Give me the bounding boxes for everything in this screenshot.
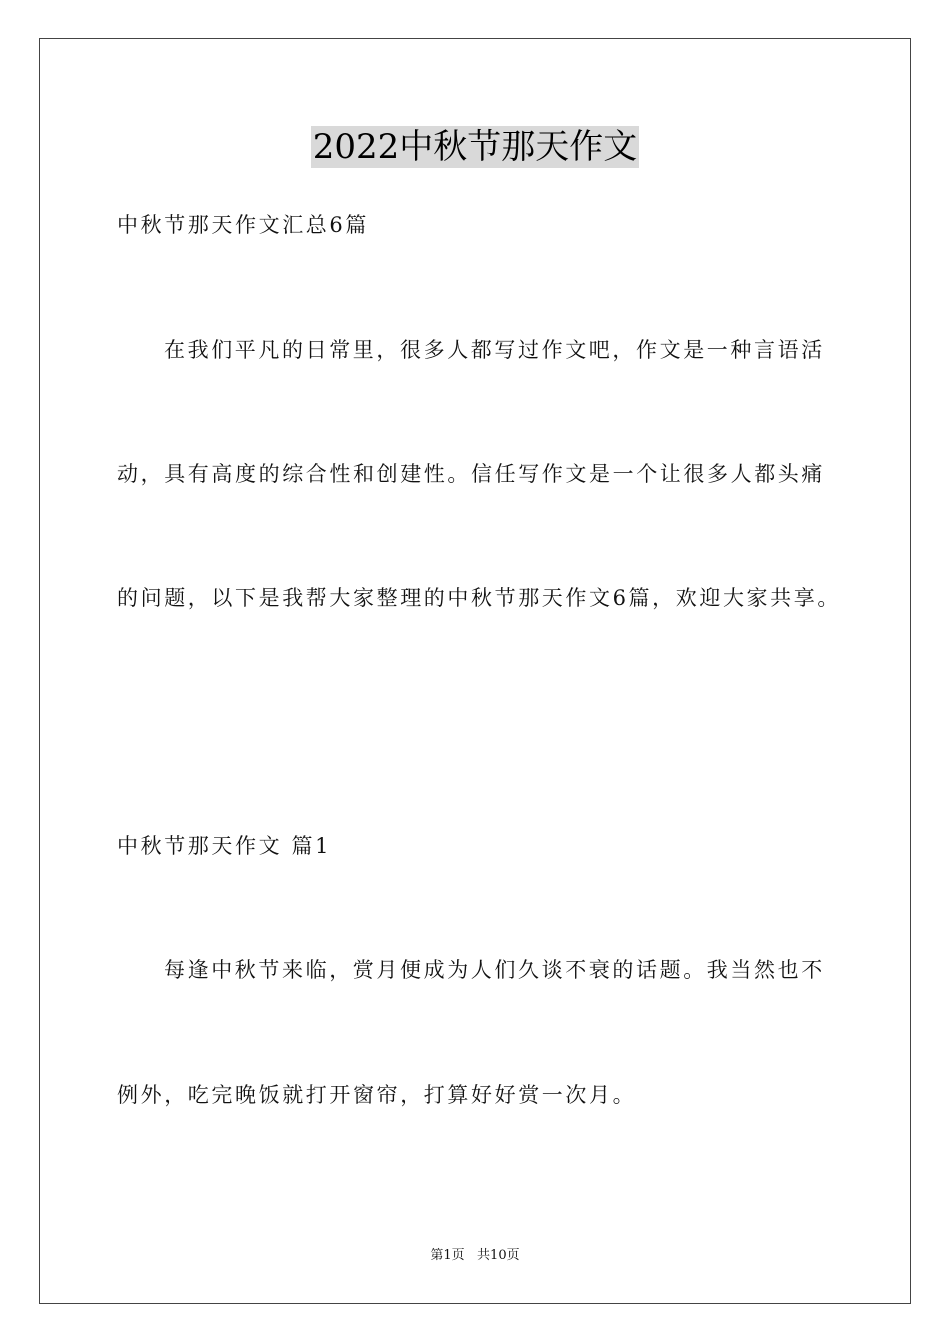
document-subtitle: 中秋节那天作文汇总6篇: [117, 213, 369, 237]
page-number-footer: 第1页 共10页: [430, 1248, 520, 1263]
intro-line-3: 的问题，以下是我帮大家整理的中秋节那天作文6篇，欢迎大家共享。: [117, 586, 841, 610]
section-line-1: 每逢中秋节来临，赏月便成为人们久谈不衰的话题。我当然也不: [164, 958, 825, 982]
section-heading: 中秋节那天作文 篇1: [117, 834, 332, 858]
document-title: 2022中秋节那天作文: [312, 127, 638, 167]
title-container: [0, 126, 950, 168]
intro-line-2: 动，具有高度的综合性和创建性。信任写作文是一个让很多人都头痛: [117, 462, 825, 486]
section-line-2: 例外，吃完晚饭就打开窗帘，打算好好赏一次月。: [117, 1083, 637, 1107]
intro-line-1: 在我们平凡的日常里，很多人都写过作文吧，作文是一种言语活: [164, 338, 825, 362]
